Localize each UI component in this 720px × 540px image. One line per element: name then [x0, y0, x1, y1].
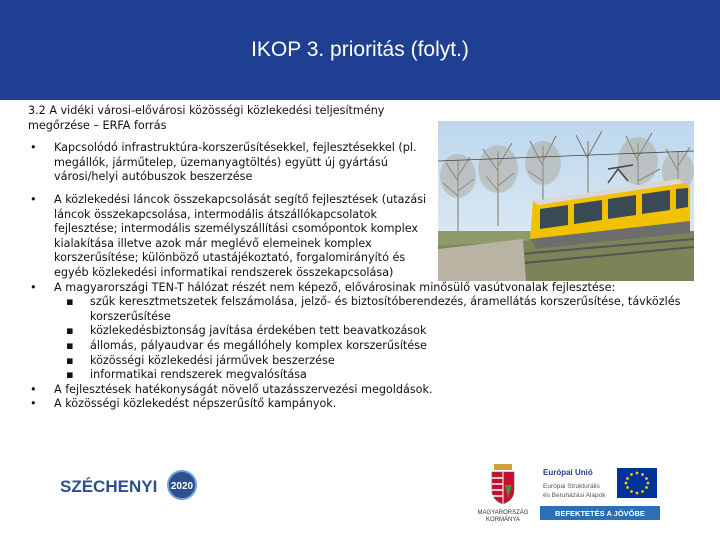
sub-bullet-item — [28, 295, 698, 324]
bullet-text: A fejlesztések hatékonyságát növelő utazásszervezési megoldások. — [54, 382, 433, 396]
sub-bullet-text: állomás, pályaudvar és megállóhely komplex korszerűsítése — [90, 338, 427, 352]
sub-bullet-dot: ▪ — [66, 368, 74, 382]
hungary-logo-line: KORMÁNYA — [486, 517, 520, 523]
szechenyi-2020-logo — [60, 465, 210, 505]
bullet-item — [28, 383, 698, 398]
slide-content — [28, 104, 698, 412]
sub-bullet-dot: ▪ — [66, 338, 74, 352]
bullet-dot: • — [30, 280, 37, 294]
slide-title: IKOP 3. prioritás (folyt.) — [251, 38, 469, 61]
sub-bullet-dot: ▪ — [66, 324, 74, 338]
bullet-item — [28, 141, 434, 185]
bullet-text: A magyarországi TEN-T hálózat részét nem képező, elővárosinak minősülő vasútvonalak fejlesztése: — [54, 280, 616, 294]
bullet-dot: • — [30, 192, 37, 206]
bullet-text: Kapcsolódó infrastruktúra-korszerűsítésekkel, fejlesztésekkel (pl. megállók, járműtelep, üzemanyagtöltés) együtt új gyártású városi/helyi autóbuszok beszerzése — [54, 141, 417, 184]
eu-line: Európai Strukturális — [543, 483, 600, 490]
bullet-dot: • — [30, 397, 37, 411]
bullet-text: A közösségi közlekedést népszerűsítő kampányok. — [54, 397, 337, 411]
bullet-item — [28, 281, 698, 296]
sub-bullet-text: szűk keresztmetszetek felszámolása, jelző- és biztosítóberendezés, áramellátás korszerűsítése, távközlés korszerűsítése — [90, 295, 681, 323]
sub-bullet-item — [28, 368, 698, 383]
eu-logo-graphic — [540, 464, 660, 522]
sub-bullet-item — [28, 354, 698, 369]
szechenyi-year: 2020 — [170, 481, 194, 492]
bullet-dot: • — [30, 141, 37, 155]
eu-funds-logo — [540, 464, 660, 522]
eu-line: és Beruházási Alapok — [543, 492, 606, 499]
bullet-dot: • — [30, 382, 37, 396]
section-heading: 3.2 A vidéki városi-elővárosi közösségi közlekedési teljesítmény megőrzése – ERFA forrás — [28, 104, 385, 132]
bullet-item — [28, 193, 434, 281]
sub-bullet-dot: ▪ — [66, 295, 74, 309]
eu-banner-text: BEFEKTETÉS A JÖVŐBE — [555, 509, 645, 518]
sub-bullet-text: informatikai rendszerek megvalósítása — [90, 368, 307, 382]
bullet-item — [28, 397, 698, 412]
szechenyi-logo-graphic — [60, 465, 210, 505]
hungary-government-logo — [470, 460, 536, 524]
szechenyi-text: SZÉCHENYI — [60, 477, 158, 496]
sub-bullet-text: közlekedésbiztonság javítása érdekében tett beavatkozások — [90, 324, 427, 338]
coat-of-arms-icon — [470, 460, 536, 524]
eu-title: Európai Unió — [543, 468, 593, 477]
sub-bullet-dot: ▪ — [66, 353, 74, 367]
sub-bullet-text: közösségi közlekedési járművek beszerzése — [90, 353, 335, 367]
hungary-logo-line: MAGYARORSZÁG — [477, 510, 529, 516]
bullet-text: A közlekedési láncok összekapcsolását segítő fejlesztések (utazási láncok összekapcsolása, intermodális átszállókapcsolatok fejlesztése; intermodális személyszállítási csomópontok komplex kialakítása illetve azok már meglévő elemeinek komplex korszerűsítése; különböző utastájékoztató, forgalomirányító és egyéb közlekedési informatikai rendszerek összekapcsolása) — [54, 192, 427, 279]
sub-bullet-item — [28, 324, 698, 339]
sub-bullet-item — [28, 339, 698, 354]
slide-header — [0, 0, 720, 100]
